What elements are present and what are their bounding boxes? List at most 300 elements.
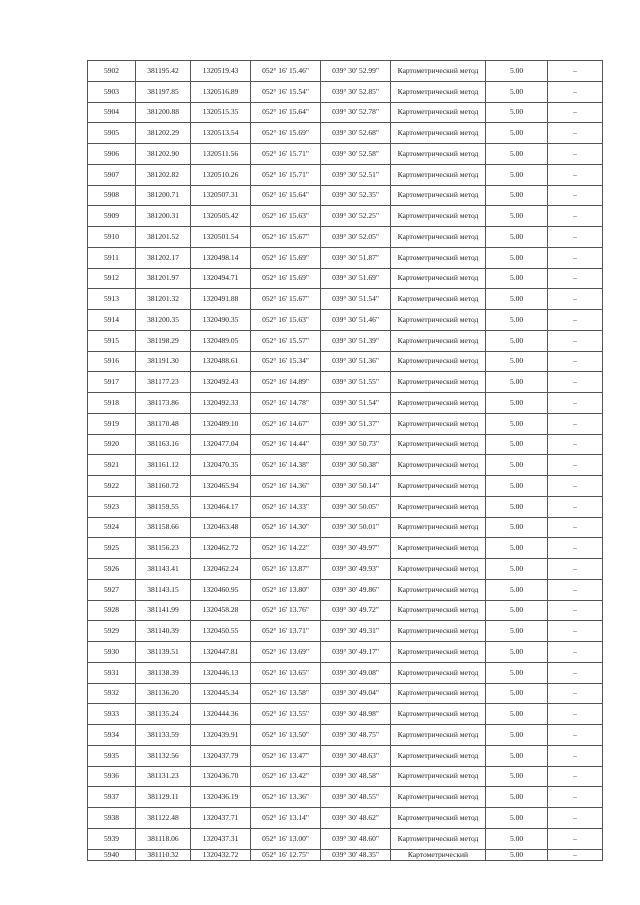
note-cell: – [548,102,603,123]
method-cell: Картометрический метод [391,185,486,206]
method-cell: Картометрический метод [391,808,486,829]
latitude-cell: 052° 16' 15.54" [251,81,321,102]
note-cell: – [548,351,603,372]
y-coordinate-cell: 1320450.55 [191,621,251,642]
longitude-cell: 039° 30' 49.72" [321,600,391,621]
longitude-cell: 039° 30' 48.55" [321,787,391,808]
point-number-cell: 5929 [88,621,136,642]
note-cell: – [548,476,603,497]
accuracy-cell: 5.00 [486,621,548,642]
accuracy-cell: 5.00 [486,849,548,860]
accuracy-cell: 5.00 [486,579,548,600]
point-number-cell: 5908 [88,185,136,206]
x-coordinate-cell: 381140.39 [136,621,191,642]
method-cell: Картометрический метод [391,538,486,559]
accuracy-cell: 5.00 [486,476,548,497]
point-number-cell: 5927 [88,579,136,600]
accuracy-cell: 5.00 [486,745,548,766]
x-coordinate-cell: 381200.35 [136,310,191,331]
accuracy-cell: 5.00 [486,413,548,434]
point-number-cell: 5933 [88,704,136,725]
note-cell: – [548,61,603,82]
note-cell: – [548,683,603,704]
x-coordinate-cell: 381132.56 [136,745,191,766]
latitude-cell: 052° 16' 14.22" [251,538,321,559]
x-coordinate-cell: 381159.55 [136,496,191,517]
y-coordinate-cell: 1320492.43 [191,372,251,393]
latitude-cell: 052° 16' 13.14" [251,808,321,829]
latitude-cell: 052° 16' 14.44" [251,434,321,455]
x-coordinate-cell: 381177.23 [136,372,191,393]
latitude-cell: 052° 16' 13.87" [251,559,321,580]
y-coordinate-cell: 1320489.10 [191,413,251,434]
note-cell: – [548,185,603,206]
note-cell: – [548,642,603,663]
latitude-cell: 052° 16' 12.75" [251,849,321,860]
latitude-cell: 052° 16' 15.64" [251,102,321,123]
longitude-cell: 039° 30' 49.08" [321,662,391,683]
x-coordinate-cell: 381202.82 [136,164,191,185]
method-cell: Картометрический метод [391,102,486,123]
accuracy-cell: 5.00 [486,538,548,559]
latitude-cell: 052° 16' 15.69" [251,268,321,289]
latitude-cell: 052° 16' 15.64" [251,185,321,206]
y-coordinate-cell: 1320470.35 [191,455,251,476]
table-row [88,538,603,559]
point-number-cell: 5904 [88,102,136,123]
point-number-cell: 5912 [88,268,136,289]
table-row [88,102,603,123]
accuracy-cell: 5.00 [486,351,548,372]
accuracy-cell: 5.00 [486,517,548,538]
note-cell: – [548,206,603,227]
accuracy-cell: 5.00 [486,455,548,476]
x-coordinate-cell: 381160.72 [136,476,191,497]
accuracy-cell: 5.00 [486,393,548,414]
longitude-cell: 039° 30' 49.86" [321,579,391,600]
point-number-cell: 5924 [88,517,136,538]
latitude-cell: 052° 16' 15.57" [251,330,321,351]
latitude-cell: 052° 16' 15.34" [251,351,321,372]
longitude-cell: 039° 30' 49.17" [321,642,391,663]
note-cell: – [548,330,603,351]
note-cell: – [548,372,603,393]
latitude-cell: 052° 16' 14.30" [251,517,321,538]
y-coordinate-cell: 1320491.88 [191,289,251,310]
x-coordinate-cell: 381143.15 [136,579,191,600]
y-coordinate-cell: 1320519.43 [191,61,251,82]
method-cell: Картометрический метод [391,434,486,455]
method-cell: Картометрический метод [391,704,486,725]
point-number-cell: 5940 [88,849,136,860]
table-row [88,123,603,144]
accuracy-cell: 5.00 [486,372,548,393]
y-coordinate-cell: 1320511.56 [191,144,251,165]
longitude-cell: 039° 30' 48.58" [321,766,391,787]
longitude-cell: 039° 30' 50.05" [321,496,391,517]
longitude-cell: 039° 30' 50.01" [321,517,391,538]
x-coordinate-cell: 381170.48 [136,413,191,434]
point-number-cell: 5928 [88,600,136,621]
point-number-cell: 5907 [88,164,136,185]
point-number-cell: 5922 [88,476,136,497]
note-cell: – [548,164,603,185]
longitude-cell: 039° 30' 52.99" [321,61,391,82]
table-row [88,227,603,248]
accuracy-cell: 5.00 [486,227,548,248]
point-number-cell: 5931 [88,662,136,683]
x-coordinate-cell: 381201.52 [136,227,191,248]
point-number-cell: 5910 [88,227,136,248]
method-cell: Картометрический метод [391,476,486,497]
table-row [88,61,603,82]
y-coordinate-cell: 1320515.35 [191,102,251,123]
longitude-cell: 039° 30' 51.37" [321,413,391,434]
longitude-cell: 039° 30' 51.54" [321,289,391,310]
method-cell: Картометрический метод [391,683,486,704]
method-cell: Картометрический метод [391,662,486,683]
y-coordinate-cell: 1320445.34 [191,683,251,704]
latitude-cell: 052° 16' 13.50" [251,725,321,746]
longitude-cell: 039° 30' 52.68" [321,123,391,144]
longitude-cell: 039° 30' 51.54" [321,393,391,414]
y-coordinate-cell: 1320462.72 [191,538,251,559]
accuracy-cell: 5.00 [486,185,548,206]
accuracy-cell: 5.00 [486,81,548,102]
y-coordinate-cell: 1320437.79 [191,745,251,766]
latitude-cell: 052° 16' 13.65" [251,662,321,683]
table-row [88,828,603,849]
accuracy-cell: 5.00 [486,102,548,123]
point-number-cell: 5923 [88,496,136,517]
accuracy-cell: 5.00 [486,683,548,704]
point-number-cell: 5930 [88,642,136,663]
point-number-cell: 5934 [88,725,136,746]
table-row [88,849,603,860]
table-row [88,310,603,331]
x-coordinate-cell: 381161.12 [136,455,191,476]
table-row [88,455,603,476]
method-cell: Картометрический метод [391,144,486,165]
note-cell: – [548,745,603,766]
method-cell: Картометрический метод [391,227,486,248]
x-coordinate-cell: 381195.42 [136,61,191,82]
longitude-cell: 039° 30' 48.75" [321,725,391,746]
table-row [88,662,603,683]
point-number-cell: 5939 [88,828,136,849]
latitude-cell: 052° 16' 14.38" [251,455,321,476]
x-coordinate-cell: 381136.20 [136,683,191,704]
x-coordinate-cell: 381138.39 [136,662,191,683]
latitude-cell: 052° 16' 15.46" [251,61,321,82]
y-coordinate-cell: 1320463.48 [191,517,251,538]
point-number-cell: 5915 [88,330,136,351]
note-cell: – [548,268,603,289]
accuracy-cell: 5.00 [486,787,548,808]
x-coordinate-cell: 381201.97 [136,268,191,289]
method-cell: Картометрический метод [391,766,486,787]
note-cell: – [548,247,603,268]
method-cell: Картометрический метод [391,413,486,434]
note-cell: – [548,393,603,414]
y-coordinate-cell: 1320464.17 [191,496,251,517]
method-cell: Картометрический метод [391,310,486,331]
y-coordinate-cell: 1320437.31 [191,828,251,849]
method-cell: Картометрический метод [391,517,486,538]
point-number-cell: 5911 [88,247,136,268]
point-number-cell: 5932 [88,683,136,704]
longitude-cell: 039° 30' 51.87" [321,247,391,268]
latitude-cell: 052° 16' 15.63" [251,310,321,331]
y-coordinate-cell: 1320492.33 [191,393,251,414]
method-cell: Картометрический метод [391,559,486,580]
table-row [88,725,603,746]
x-coordinate-cell: 381202.90 [136,144,191,165]
latitude-cell: 052° 16' 15.71" [251,144,321,165]
longitude-cell: 039° 30' 49.93" [321,559,391,580]
note-cell: – [548,434,603,455]
method-cell: Картометрический метод [391,123,486,144]
longitude-cell: 039° 30' 49.31" [321,621,391,642]
longitude-cell: 039° 30' 52.78" [321,102,391,123]
method-cell: Картометрический метод [391,268,486,289]
y-coordinate-cell: 1320488.61 [191,351,251,372]
y-coordinate-cell: 1320490.35 [191,310,251,331]
table-row [88,683,603,704]
x-coordinate-cell: 381135.24 [136,704,191,725]
note-cell: – [548,787,603,808]
method-cell: Картометрический метод [391,247,486,268]
note-cell: – [548,579,603,600]
longitude-cell: 039° 30' 52.35" [321,185,391,206]
note-cell: – [548,289,603,310]
accuracy-cell: 5.00 [486,662,548,683]
longitude-cell: 039° 30' 51.69" [321,268,391,289]
y-coordinate-cell: 1320436.19 [191,787,251,808]
method-cell: Картометрический метод [391,289,486,310]
accuracy-cell: 5.00 [486,496,548,517]
latitude-cell: 052° 16' 13.80" [251,579,321,600]
method-cell: Картометрический метод [391,61,486,82]
longitude-cell: 039° 30' 52.85" [321,81,391,102]
table-row [88,351,603,372]
accuracy-cell: 5.00 [486,808,548,829]
latitude-cell: 052° 16' 13.00" [251,828,321,849]
accuracy-cell: 5.00 [486,206,548,227]
table-row [88,766,603,787]
point-number-cell: 5937 [88,787,136,808]
x-coordinate-cell: 381200.71 [136,185,191,206]
x-coordinate-cell: 381197.85 [136,81,191,102]
x-coordinate-cell: 381133.59 [136,725,191,746]
x-coordinate-cell: 381118.06 [136,828,191,849]
point-number-cell: 5913 [88,289,136,310]
table-row [88,476,603,497]
longitude-cell: 039° 30' 52.25" [321,206,391,227]
longitude-cell: 039° 30' 51.46" [321,310,391,331]
y-coordinate-cell: 1320439.91 [191,725,251,746]
point-number-cell: 5925 [88,538,136,559]
y-coordinate-cell: 1320489.05 [191,330,251,351]
longitude-cell: 039° 30' 51.36" [321,351,391,372]
table-row [88,372,603,393]
point-number-cell: 5903 [88,81,136,102]
note-cell: – [548,808,603,829]
method-cell: Картометрический метод [391,787,486,808]
y-coordinate-cell: 1320462.24 [191,559,251,580]
latitude-cell: 052° 16' 13.76" [251,600,321,621]
method-cell: Картометрический метод [391,330,486,351]
y-coordinate-cell: 1320446.13 [191,662,251,683]
method-cell: Картометрический метод [391,828,486,849]
method-cell: Картометрический метод [391,351,486,372]
latitude-cell: 052° 16' 15.63" [251,206,321,227]
latitude-cell: 052° 16' 13.42" [251,766,321,787]
table-row [88,81,603,102]
table-row [88,413,603,434]
method-cell: Картометрический метод [391,725,486,746]
note-cell: – [548,496,603,517]
table-row [88,496,603,517]
latitude-cell: 052° 16' 14.33" [251,496,321,517]
longitude-cell: 039° 30' 48.35" [321,849,391,860]
method-cell: Картометрический метод [391,81,486,102]
method-cell: Картометрический метод [391,745,486,766]
table-row [88,393,603,414]
point-number-cell: 5926 [88,559,136,580]
table-row [88,621,603,642]
accuracy-cell: 5.00 [486,268,548,289]
accuracy-cell: 5.00 [486,310,548,331]
note-cell: – [548,310,603,331]
point-number-cell: 5905 [88,123,136,144]
accuracy-cell: 5.00 [486,642,548,663]
longitude-cell: 039° 30' 51.39" [321,330,391,351]
y-coordinate-cell: 1320458.28 [191,600,251,621]
point-number-cell: 5917 [88,372,136,393]
coordinates-table-container [87,60,602,861]
table-row [88,144,603,165]
accuracy-cell: 5.00 [486,600,548,621]
note-cell: – [548,828,603,849]
accuracy-cell: 5.00 [486,725,548,746]
accuracy-cell: 5.00 [486,330,548,351]
accuracy-cell: 5.00 [486,144,548,165]
latitude-cell: 052° 16' 14.78" [251,393,321,414]
accuracy-cell: 5.00 [486,247,548,268]
x-coordinate-cell: 381191.30 [136,351,191,372]
method-cell: Картометрический [391,849,486,860]
x-coordinate-cell: 381139.51 [136,642,191,663]
method-cell: Картометрический метод [391,455,486,476]
latitude-cell: 052° 16' 13.47" [251,745,321,766]
point-number-cell: 5918 [88,393,136,414]
y-coordinate-cell: 1320444.36 [191,704,251,725]
latitude-cell: 052° 16' 13.58" [251,683,321,704]
accuracy-cell: 5.00 [486,704,548,725]
accuracy-cell: 5.00 [486,766,548,787]
table-row [88,579,603,600]
x-coordinate-cell: 381200.88 [136,102,191,123]
method-cell: Картометрический метод [391,600,486,621]
longitude-cell: 039° 30' 48.98" [321,704,391,725]
point-number-cell: 5906 [88,144,136,165]
longitude-cell: 039° 30' 50.38" [321,455,391,476]
table-row [88,206,603,227]
x-coordinate-cell: 381129.11 [136,787,191,808]
note-cell: – [548,662,603,683]
note-cell: – [548,600,603,621]
note-cell: – [548,849,603,860]
table-row [88,642,603,663]
table-row [88,787,603,808]
coordinates-table [87,60,603,861]
note-cell: – [548,81,603,102]
table-row [88,434,603,455]
table-row [88,247,603,268]
note-cell: – [548,538,603,559]
x-coordinate-cell: 381202.17 [136,247,191,268]
note-cell: – [548,413,603,434]
point-number-cell: 5914 [88,310,136,331]
note-cell: – [548,455,603,476]
method-cell: Картометрический метод [391,206,486,227]
x-coordinate-cell: 381202.29 [136,123,191,144]
x-coordinate-cell: 381158.66 [136,517,191,538]
y-coordinate-cell: 1320447.81 [191,642,251,663]
point-number-cell: 5920 [88,434,136,455]
method-cell: Картометрический метод [391,164,486,185]
y-coordinate-cell: 1320516.89 [191,81,251,102]
method-cell: Картометрический метод [391,372,486,393]
method-cell: Картометрический метод [391,579,486,600]
accuracy-cell: 5.00 [486,434,548,455]
y-coordinate-cell: 1320494.71 [191,268,251,289]
note-cell: – [548,704,603,725]
note-cell: – [548,766,603,787]
note-cell: – [548,144,603,165]
table-row [88,745,603,766]
x-coordinate-cell: 381110.32 [136,849,191,860]
y-coordinate-cell: 1320437.71 [191,808,251,829]
x-coordinate-cell: 381201.32 [136,289,191,310]
point-number-cell: 5938 [88,808,136,829]
x-coordinate-cell: 381143.41 [136,559,191,580]
x-coordinate-cell: 381200.31 [136,206,191,227]
table-row [88,289,603,310]
latitude-cell: 052° 16' 14.67" [251,413,321,434]
accuracy-cell: 5.00 [486,123,548,144]
note-cell: – [548,517,603,538]
longitude-cell: 039° 30' 48.63" [321,745,391,766]
table-row [88,600,603,621]
accuracy-cell: 5.00 [486,289,548,310]
table-row [88,704,603,725]
note-cell: – [548,227,603,248]
y-coordinate-cell: 1320510.26 [191,164,251,185]
point-number-cell: 5919 [88,413,136,434]
latitude-cell: 052° 16' 13.71" [251,621,321,642]
method-cell: Картометрический метод [391,621,486,642]
note-cell: – [548,621,603,642]
longitude-cell: 039° 30' 52.51" [321,164,391,185]
table-row [88,559,603,580]
point-number-cell: 5916 [88,351,136,372]
y-coordinate-cell: 1320465.94 [191,476,251,497]
accuracy-cell: 5.00 [486,559,548,580]
point-number-cell: 5921 [88,455,136,476]
table-row [88,808,603,829]
